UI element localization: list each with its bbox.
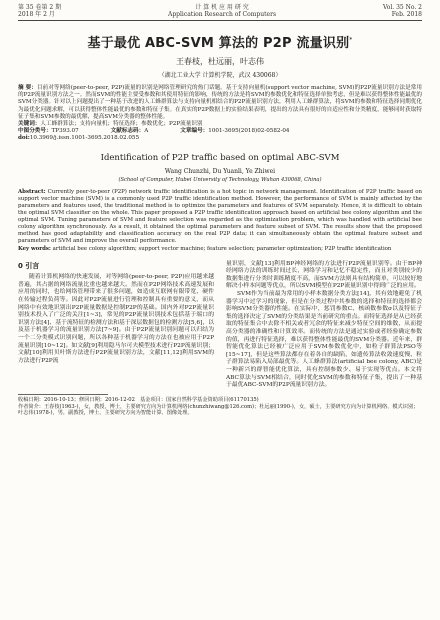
issue-date-en: Feb. 2018 [391,11,422,18]
abstract-en-text: Currently peer-to-peer (P2P) network traffic identification is a hot topic in network management. Identification of P2P traffic based on support vector machine (SVM) is a commonly used P2P traffic identification method. However, the performance of SVM is mainly affected by the parameters and features used, the traditional method is to optimize the parameters and features of SVM separately. Hence, it is difficult to obtain the optimal SVM classifier on the whole. This paper proposed a P2P traffic identification approach based on artificial bee colony algorithm and the optimal SVM. Tuning parameters of SVM and feature selection was regarded as the optimization problem, which was handled with artificial bee colony algorithm synchronously. As a result, it obtained the optimal parameters and feature subset of SVM. The results show that the proposed method has good adaptability and classification accuracy on the real P2P data; it can simultaneously obtain the optimal feature subset and parameters of SVM and improve the overall performance. [18,188,422,244]
abstract-label: 摘 要： [18,85,37,91]
keywords-label: 关键词： [18,121,41,128]
keywords-en-text: artificial bee colony algorithm; support vector machine; feature selection; parameter optimization; P2P traffic identification [52,245,392,252]
clc-label: 中图分类号： [18,128,52,135]
keywords-en [18,246,422,253]
english-authors: Wang Chunzhi, Du Yuanli, Ye Zhiwei [164,167,276,175]
body-columns [18,261,422,390]
paper-title [18,32,422,51]
keywords-text: 人工蜂群算法；支持向量机；特征选择；参数优化；P2P流量识别 [40,121,203,128]
volume-issue-en: Vol. 35 No. 2 [382,4,422,11]
english-title: Identification of P2P traffic based on optimal ABC-SVM [100,152,340,163]
english-affiliation: (School of Computer, Hubei University of Technology, Wuhan 430068, China) [118,176,322,183]
abstract-en [18,189,422,245]
title-footnote-mark: * [349,36,353,44]
doc-code-value: A [144,128,149,135]
abstract-en-label: Abstract: [18,188,46,195]
title-text: 基于最优 ABC-SVM 算法的 P2P 流量识别 [87,36,350,51]
issue-date: 2018 年 2 月 [18,11,55,18]
clc-value: TP393.07 [51,128,79,135]
journal-name-en: Application Research of Computers [168,11,277,18]
header-center [168,4,276,18]
doi-label: doi: [18,135,30,142]
clc [18,128,95,135]
abstract-cn [18,85,422,121]
article-no-value: 1001-3695(2018)02-0582-04 [208,128,290,135]
article-no [180,128,305,135]
doi-value: 10.3969/j.issn.1001-3695.2018.02.055 [29,135,140,142]
running-header [18,4,422,18]
article-no-label: 文章编号： [180,128,209,135]
abstract-text: 目前对等网络(peer-to-peer, P2P)流量的识别是网络管理研究的热门话题。基于支持向量机(support vector machine, SVM)的P2P流量识别方法是常用的P2P流量识别方法之一。然而SVM的性能主要受参数和其使用特征的影响，传统的方法是将SVM的参数优化和特征选择单独考虑，但是难以获得整体性能最优的SVM分类器。针对以上问题提出了一种基于改进的人工蜂群算法与支持向量机相结合的P2P流量识别方法，利用人工蜂群算法，将SVM的参数和特征选择同期优化为最优化问题求解，可以获得整体性能最优的参数和特征子集。在真实的P2P数据上的实验结果表明，提出的方法具有很好的自适应性和分类精度，能够同时获取特征子集和SVM参数的最优解，提高SVM分类器的整体性能。 [18,85,422,120]
right-column [226,261,422,390]
authors: 王春枝，杜远丽，叶志伟 [176,57,264,66]
journal-name-cn: 计 算 机 应 用 研 究 [195,4,249,11]
header-left [18,4,61,18]
footnote-rule [18,394,108,395]
intro-paragraph-2: 量识别，文献[13]利用BP神经网络的方法进行P2P流量识别等。由于BP神经网络方法的训练时间过长，网络学习和记忆不稳定性，而且对类别较少的数据集进行分类时训练精度不高，而SVM方法则具有结构简单，可以较好地解决小样本问题等优点，所以SVM模型在P2P流量识别中得到广泛的应用。 [226,260,422,290]
intro-paragraph-3: SVM作为当前最为常用的小样本数据分类方法[14]，其有效地避免了机器学习中过学习的现象，但是在分类过程中其参数的选择和特征的选择都会影响SVM分类器的性能。在实际中，惩罚参数C、核函数参数σ以及特征子集的选择决定了SVM的分类结果是当前研究的重点。而特征选择是从已经获取的特征集合中去除不相关或者冗余的特征来减少特征空间的维数，从而提高分类器的准确性和计算效率。而传统的方法是通过实验或者经验确定参数的值，再进行特征选择，难以获得整体性能最优的SVM分类器。近年来，群智能优化算法已经被广泛应用于SVM参数优化中，如粒子群算法PSO等[15~17]，但是这些算法都存在着各自的缺陷，如遗传算法收敛速度慢、粒子群算法易陷入局部最优等。人工蜂群算法(artificial bee colony, ABC)是一种新兴的群智能优化算法，具有控制参数少、易于实现等优点。本文将ABC算法与SVM相结合，同时优化SVM的参数和特征子集，提出了一种基于最优ABC-SVM的P2P流量识别方法。 [226,291,422,389]
doc-code [111,128,165,135]
section-heading: 0 引言 [18,261,40,270]
doi-line [18,135,422,142]
affiliation: （湖北工业大学 计算机学院，武汉 430068） [158,72,282,79]
volume-issue: 第 35 卷第 2 期 [18,4,62,11]
keywords-en-label: Key words: [18,245,51,252]
header-rule [18,20,422,21]
footnote: 收稿日期：2016-10-13；修回日期：2016-12-02 基金项目：国家自然科学基金资助项目(61170135) 作者简介：王春枝(1963-)，女，教授，博士，主要研究方向为计算机网络(chunzhiwang@126.com)；杜远丽(1990-)，女，硕士，主要研究方向为计算机网络、模式识别；叶志伟(1978-)，男，副教授，博士，主要研究方向为智能计算、图像处理。 [18,396,419,417]
intro-paragraph-1: 随着计算机网络的快速发展，对等网络(peer-to-peer, P2P)应用越来越普遍，其占据的网络流量比重也越来越大。然而在P2P网络技术高速发展和应用的同时，也给网络管理带来了很多问题，如造成互联网有限带宽、硬件在传输过程负荷等。因此对P2P流量进行管理和控制具有重要的意义，而从网络中有效地识别出P2P流量数据是控制P2P的基础。国内外对P2P流量识别技术投入了广泛的关注[1~3]，常见的P2P流量识别技术包括基于端口的识别方法[4]、基于流特征的检测方法和基于深层数据包的检测方法[5,6]，以及基于机器学习的流量识别方法[7~9]。由于P2P流量识别问题可以归结为一个二分类模式识别问题，所以各种基于机器学习的方法在也被应用于P2P流量识别[10~12]。如文献[9]利用隐马尔可夫模型技术进行P2P流量识别；文献[10]利用贝叶斯方法进行P2P流量识别方法，文献[11,12]利用SVM的方法进行P2P流 [18,274,214,364]
doc-code-label: 文献标志码： [110,128,145,135]
left-column [18,261,214,390]
classification-line [18,128,422,135]
header-right [383,4,422,18]
